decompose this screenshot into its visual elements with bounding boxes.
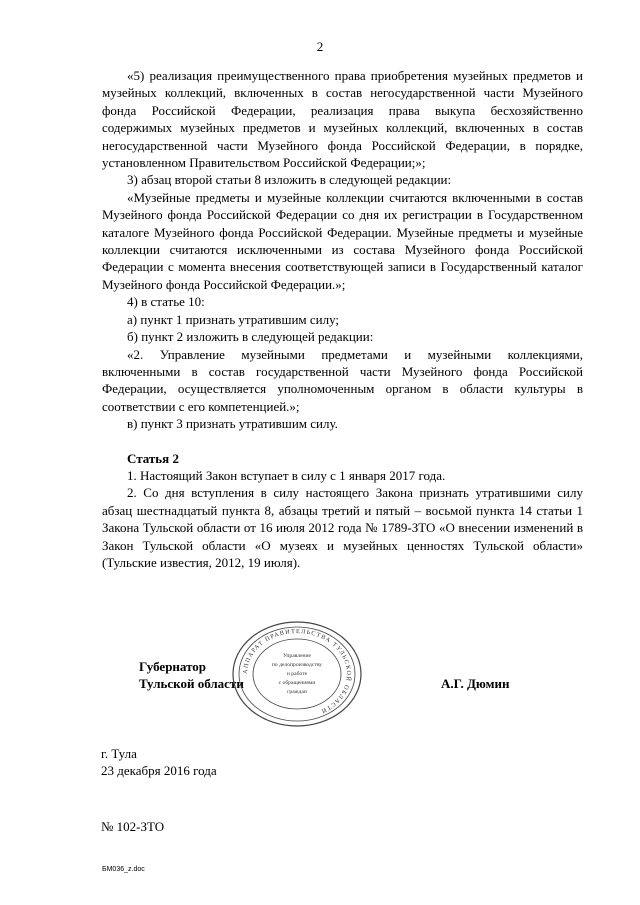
paragraph-subpoint-a: а) пункт 1 признать утратившим силу; (127, 311, 340, 327)
footer-filename: БМ036_z.doc (102, 866, 145, 873)
date: 23 декабря 2016 года (101, 763, 217, 779)
paragraph-point-4: 4) в статье 10: (127, 294, 205, 310)
article-2-paragraph-1: 1. Настоящий Закон вступает в силу с 1 января 2017 года. (127, 467, 446, 483)
stamp-center-line-4: с обращениями (278, 680, 316, 686)
document-body (102, 67, 583, 571)
stamp-center-line-5: граждан (287, 689, 307, 695)
stamp-center-line-1: Управление (282, 653, 312, 659)
paragraph-item-5-text: «5) реализация преимущественного права приобретения музейных предметов и музейных коллекций, включенных в состав негосударственной части Музейного фонда Российской Федерации, реализация права выкупа бесхозяйственно содержимых музейных предметов и музейных коллекций, включенных в состав негосударственной части Музейного фонда Российской Федерации, в порядке, установленном Правительством Российской Федерации;»; (102, 68, 583, 171)
official-stamp (231, 620, 363, 728)
signatory-name: А.Г. Дюмин (441, 676, 510, 691)
place-and-date (101, 745, 217, 780)
signatory-title-line-1: Губернатор (139, 659, 207, 674)
signatory-title (139, 658, 244, 693)
paragraph-subpoint-v: в) пункт 3 признать утратившим силу. (127, 416, 338, 432)
signatory-title-line-2: Тульской области (139, 676, 244, 692)
stamp-center-line-2: по делопроизводству (271, 662, 323, 668)
article-2-paragraph-2: 2. Со дня вступления в силу настоящего Закона признать утратившими силу абзац шестнадцатый пункта 8, абзацы третий и пятый – восьмой пункта 14 статьи 1 Закона Тульской области от 16 июля 2012 года № 1789-ЗТО «О внесении изменений в Закон Тульской области «О музеях и музейных ценностях Тульской области» (Тульские известия, 2012, 19 июля). (102, 485, 583, 570)
stamp-center-line-3: и работе (286, 671, 308, 677)
page-number: 2 (316, 39, 324, 54)
paragraph-point-3: 3) абзац второй статьи 8 изложить в следующей редакции: (127, 172, 452, 188)
place: г. Тула (101, 746, 137, 761)
law-number: № 102-ЗТО (101, 819, 165, 834)
article-2-heading: Статья 2 (127, 450, 179, 466)
stamp-ring-text: АППАРАТ ПРАВИТЕЛЬСТВА ТУЛЬСКОЙ ОБЛАСТИ (241, 627, 353, 715)
paragraph-subpoint-b: б) пункт 2 изложить в следующей редакции: (127, 329, 374, 345)
paragraph-article-10-text: «2. Управление музейными предметами и музейными коллекциями, включенными в состав государственной части Музейного фонда Российской Федерации, осуществляется уполномоченным органом в области культуры в соответствии с его компетенцией.»; (102, 346, 583, 414)
paragraph-article-8-text: «Музейные предметы и музейные коллекции считаются включенными в состав Музейного фонда Российской Федерации со дня их регистрации в Государственном каталоге Музейного фонда Российской Федерации. Музейные предметы и музейные коллекции считаются исключенными из состава Музейного фонда Российской Федерации с момента внесения соответствующей записи в Государственный каталог Музейного фонда Российской Федерации.»; (102, 189, 583, 292)
